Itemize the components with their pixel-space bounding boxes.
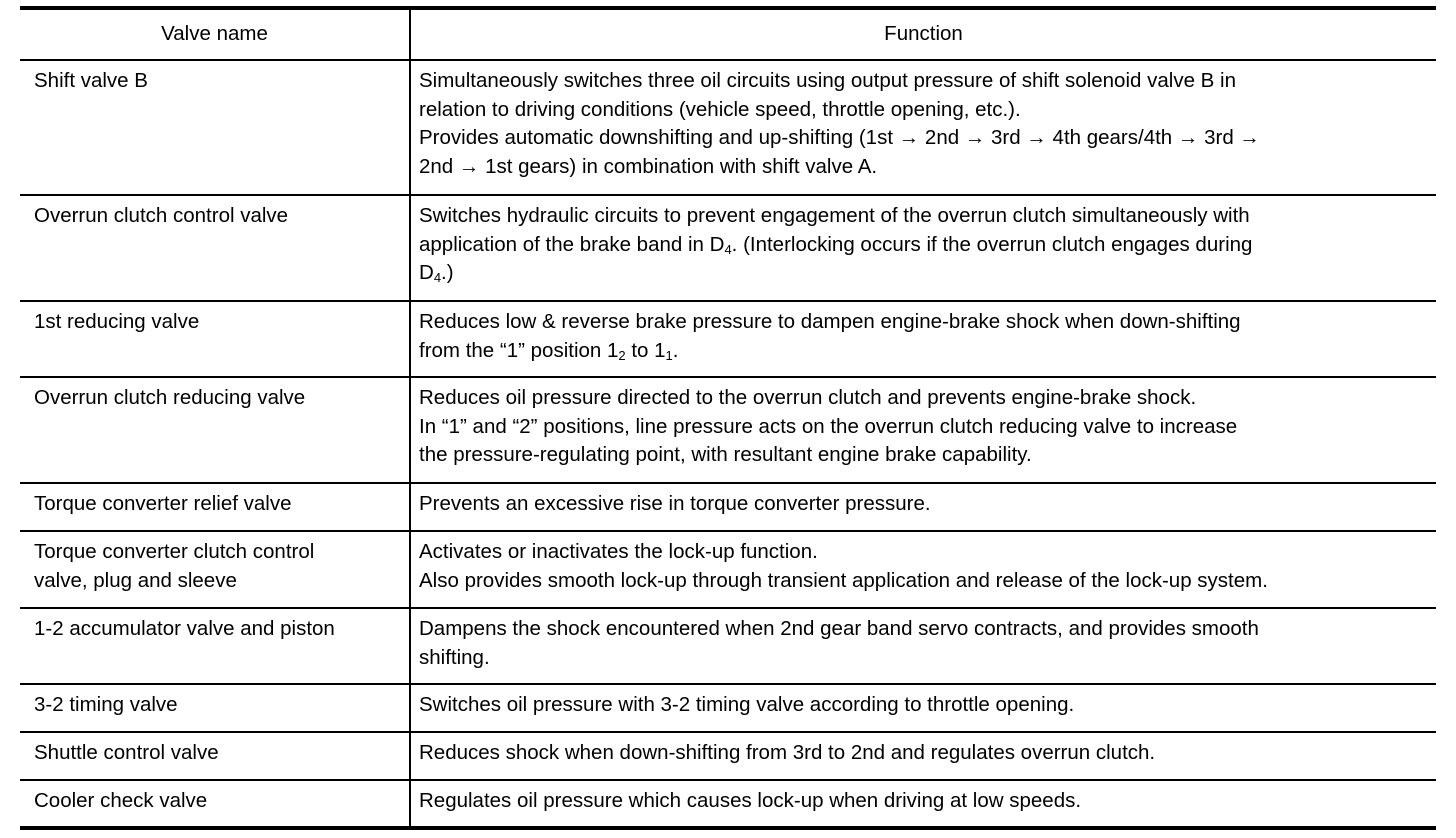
table-row	[20, 377, 1436, 483]
function-cell	[410, 483, 1436, 531]
function-cell	[410, 377, 1436, 483]
valve-name-cell: Overrun clutch reducing valve	[20, 377, 410, 483]
table-body	[20, 60, 1436, 828]
function-line: Switches oil pressure with 3-2 timing valve according to throttle opening.	[419, 693, 1075, 716]
valve-name-cell: Shuttle control valve	[20, 732, 410, 780]
function-line: Activates or inactivates the lock-up function.	[419, 540, 818, 563]
column-header-valve-name: Valve name	[20, 8, 410, 60]
function-line: Regulates oil pressure which causes lock-up when driving at low speeds.	[419, 789, 1082, 812]
function-line: Simultaneously switches three oil circuits using output pressure of shift solenoid valve B in	[419, 69, 1236, 92]
function-cell	[410, 732, 1436, 780]
function-line: Prevents an excessive rise in torque converter pressure.	[419, 492, 931, 515]
table-row	[20, 608, 1436, 684]
table-row	[20, 60, 1436, 195]
header-row	[20, 8, 1436, 60]
table-row	[20, 684, 1436, 732]
valve-name-cell: 1st reducing valve	[20, 301, 410, 377]
valve-function-table	[20, 6, 1436, 830]
function-cell	[410, 301, 1436, 377]
valve-name-cell: Cooler check valve	[20, 780, 410, 828]
function-line: In “1” and “2” positions, line pressure acts on the overrun clutch reducing valve to increase	[419, 414, 1238, 438]
table-row	[20, 732, 1436, 780]
function-text: application of the brake band in D	[419, 232, 725, 256]
function-line: Also provides smooth lock-up through transient application and release of the lock-up system.	[419, 568, 1268, 592]
table-row	[20, 195, 1436, 301]
valve-name-cell: Shift valve B	[20, 60, 410, 195]
subscript: 4	[724, 241, 732, 257]
function-line: Provides automatic downshifting and up-shifting (1st → 2nd → 3rd → 4th gears/4th → 3rd →	[419, 126, 1260, 149]
function-cell	[410, 608, 1436, 684]
function-text: .)	[441, 261, 454, 284]
function-cell	[410, 195, 1436, 301]
function-line: relation to driving conditions (vehicle speed, throttle opening, etc.).	[419, 97, 1021, 121]
function-line: Switches hydraulic circuits to prevent engagement of the overrun clutch simultaneously with	[419, 204, 1250, 227]
function-line	[419, 231, 1432, 260]
function-text: . (Interlocking occurs if the overrun clutch engages during	[731, 232, 1253, 256]
function-text: from the “1” position 1	[419, 338, 619, 362]
function-line: the pressure-regulating point, with resultant engine brake capability.	[419, 443, 1032, 466]
function-line: Reduces low & reverse brake pressure to dampen engine-brake shock when down-shifting	[419, 310, 1241, 333]
function-line: Reduces oil pressure directed to the overrun clutch and prevents engine-brake shock.	[419, 386, 1197, 409]
subscript: 1	[665, 347, 673, 363]
function-line: shifting.	[419, 645, 490, 669]
valve-name-cell: 1-2 accumulator valve and piston	[20, 608, 410, 684]
function-cell	[410, 684, 1436, 732]
function-line: 2nd → 1st gears) in combination with shift valve A.	[419, 154, 878, 178]
valve-name-cell	[20, 531, 410, 608]
valve-name-cell: 3-2 timing valve	[20, 684, 410, 732]
function-line: Reduces shock when down-shifting from 3rd to 2nd and regulates overrun clutch.	[419, 741, 1156, 764]
subscript: 2	[618, 347, 626, 363]
function-cell	[410, 780, 1436, 828]
table-row	[20, 301, 1436, 377]
table-row	[20, 483, 1436, 531]
valve-function-table-container	[20, 6, 1436, 830]
valve-name-line: Torque converter clutch control	[34, 540, 315, 563]
subscript: 4	[433, 270, 442, 285]
table-row	[20, 531, 1436, 608]
valve-name-line: valve, plug and sleeve	[34, 568, 237, 592]
function-line: Dampens the shock encountered when 2nd gear band servo contracts, and provides smooth	[419, 617, 1259, 640]
table-row	[20, 780, 1436, 828]
function-cell	[410, 60, 1436, 195]
function-line	[419, 259, 1432, 288]
function-text: .	[672, 338, 679, 362]
function-line	[419, 337, 1432, 366]
function-text: D	[419, 261, 434, 284]
valve-name-cell: Overrun clutch control valve	[20, 195, 410, 301]
column-header-function: Function	[410, 8, 1436, 60]
valve-name-cell: Torque converter relief valve	[20, 483, 410, 531]
table-header	[20, 8, 1436, 60]
function-cell	[410, 531, 1436, 608]
function-text: to 1	[625, 338, 666, 362]
